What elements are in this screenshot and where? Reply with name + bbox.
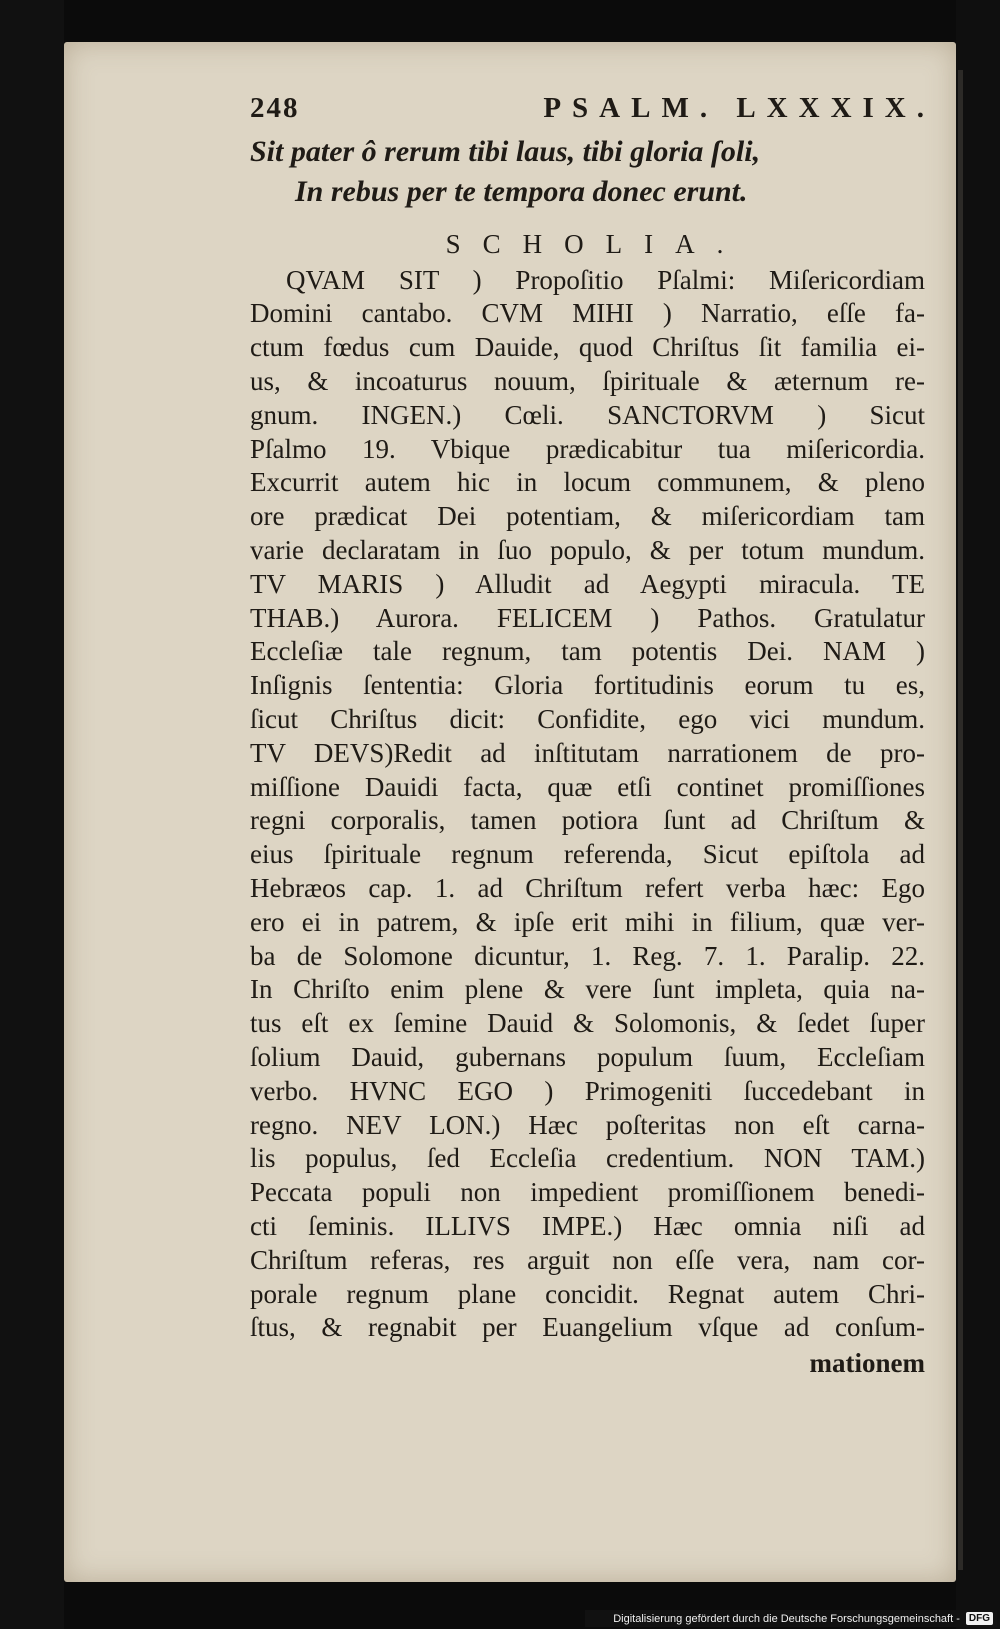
text-line: ctum fœdus cum Dauide, quod Chriſtus ſit familia ei- [250,332,925,363]
text-line: TV DEVS)Redit ad inſtitutam narrationem de pro- [250,737,925,768]
text-line: miſſione Dauidi facta, quæ etſi continet promiſſiones [250,771,925,802]
text-line: Chriſtum referas, res arguit non eſſe vera, nam cor- [250,1244,925,1275]
text-line: Domini cantabo. CVM MIHI ) Narratio, eſſe fa- [250,298,925,329]
text-line: ſicut Chriſtus dicit: Confidite, ego vici mundum. [250,703,925,734]
text-line: ero ei in patrem, & ipſe erit mihi in filium, quæ ver- [250,906,925,937]
dfg-logo: DFG [966,1612,993,1625]
catchword: mationem [809,1348,925,1379]
text-line: QVAM SIT ) Propoſitio Pſalmi: Miſericordiam [286,264,925,295]
text-line: us, & incoaturus nouum, ſpirituale & æternum re- [250,365,925,396]
text-line: ſtus, & regnabit per Euangelium vſque ad conſum- [250,1312,925,1343]
scan-background-left [0,0,64,1629]
text-line: Pſalmo 19. Vbique prædicabitur tua miſericordia. [250,433,925,464]
footer-credit: Digitalisierung gefördert durch die Deutsche Forschungsgemeinschaft - [613,1612,960,1625]
text-line: ba de Solomone dicuntur, 1. Reg. 7. 1. Paralip. 22. [250,940,925,971]
body-text [250,264,925,1346]
text-line: TV MARIS ) Alludit ad Aegypti miracula. TE [250,568,925,599]
text-line: eius ſpirituale regnum referenda, Sicut epiſtola ad [250,839,925,870]
running-header [250,92,935,126]
verse-line-1: Sit pater ô rerum tibi laus, tibi gloria ſoli, [250,134,761,168]
text-line: Eccleſiæ tale regnum, tam potentis Dei. NAM ) [250,636,925,667]
digitization-footer [585,1610,997,1627]
text-line: gnum. INGEN.) Cœli. SANCTORVM ) Sicut [250,399,925,430]
text-line: varie declaratam in ſuo populo, & per totum mundum. [250,534,925,565]
text-line: Inſignis ſententia: Gloria fortitudinis eorum tu es, [250,670,925,701]
text-line: lis populus, ſed Eccleſia credentium. NON TAM.) [250,1143,925,1174]
running-title: PSALM. LXXXIX. [543,92,935,124]
text-line: Excurrit autem hic in locum communem, & pleno [250,467,925,498]
text-line: ſolium Dauid, gubernans populum ſuum, Eccleſiam [250,1041,925,1072]
page-text [250,92,935,1381]
text-line: Peccata populi non impedient promiſſionem benedi- [250,1177,925,1208]
verse-line-2: In rebus per te tempora donec erunt. [295,174,748,208]
text-line: In Chriſto enim plene & vere ſunt impleta, quia na- [250,974,925,1005]
page-edge-strip [958,70,963,1570]
text-line: porale regnum plane concidit. Regnat autem Chri- [250,1278,925,1309]
text-line: verbo. HVNC EGO ) Primogeniti ſuccedebant in [250,1075,925,1106]
text-line: ore prædicat Dei potentiam, & miſericordiam tam [250,501,925,532]
text-line: THAB.) Aurora. FELICEM ) Pathos. Gratulatur [250,602,925,633]
text-line: regni corporalis, tamen potiora ſunt ad Chriſtum & [250,805,925,836]
text-line: cti ſeminis. ILLIVS IMPE.) Hæc omnia niſi ad [250,1210,925,1241]
page-number: 248 [250,92,300,124]
text-line: regno. NEV LON.) Hæc poſteritas non eſt carna- [250,1109,925,1140]
section-heading: SCHOLIA. [445,228,746,259]
text-line: tus eſt ex ſemine Dauid & Solomonis, & ſedet ſuper [250,1008,925,1039]
text-line: Hebræos cap. 1. ad Chriſtum refert verba hæc: Ego [250,872,925,903]
